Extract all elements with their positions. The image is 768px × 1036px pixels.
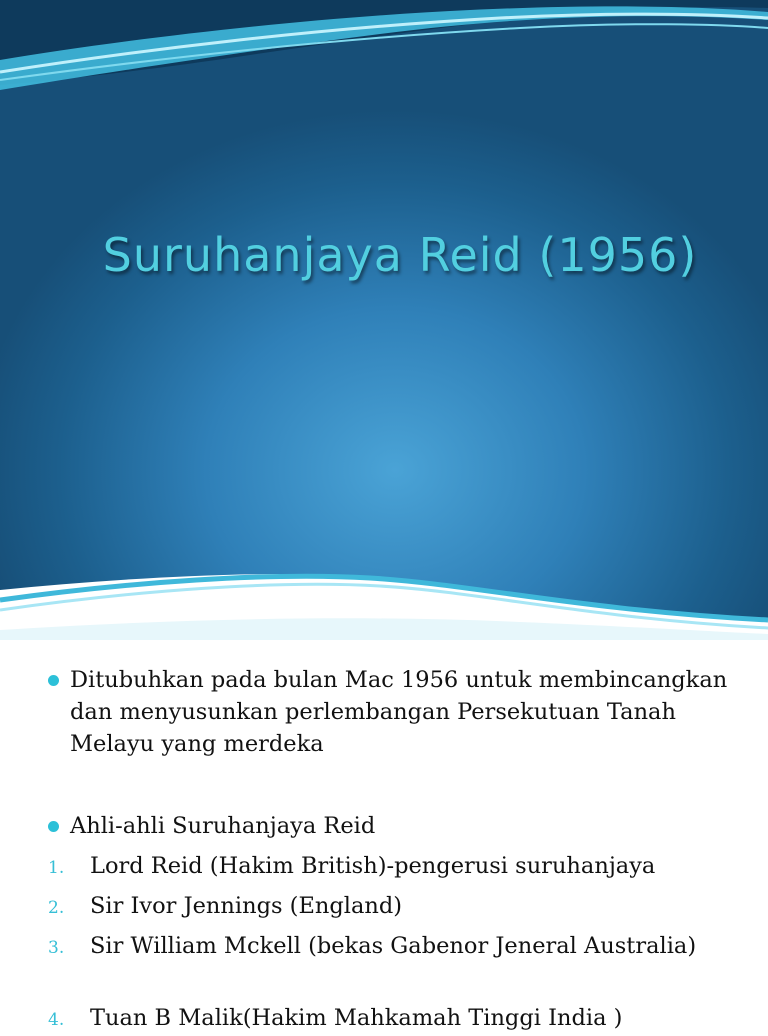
top-wave-decoration <box>0 0 768 100</box>
member-text: Tuan B Malik(Hakim Mahkamah Tinggi India ) <box>90 1005 623 1031</box>
list-number: 2. <box>48 898 65 918</box>
member-list-item <box>48 850 738 882</box>
list-number: 4. <box>48 1010 65 1030</box>
bullet-text: Ditubuhkan pada bulan Mac 1956 untuk membincangkan dan menyusunkan perlembangan Persekutuan Tanah Melayu yang merdeka <box>70 667 728 757</box>
bullet-item <box>48 810 738 842</box>
bottom-wave-decoration <box>0 560 768 640</box>
content-slide <box>0 640 768 1031</box>
member-list-item <box>48 930 738 962</box>
member-list-item <box>48 1002 738 1034</box>
bullet-item <box>48 664 738 760</box>
member-text: Sir Ivor Jennings (England) <box>90 893 403 919</box>
bullet-text: Ahli-ahli Suruhanjaya Reid <box>70 813 376 839</box>
slide-title: Suruhanjaya Reid (1956) <box>102 228 698 282</box>
list-number: 3. <box>48 938 65 958</box>
bullet-dot-icon <box>48 675 59 686</box>
list-number: 1. <box>48 858 65 878</box>
member-text: Lord Reid (Hakim British)-pengerusi suruhanjaya <box>90 853 656 879</box>
member-text: Sir William Mckell (bekas Gabenor Jeneral Australia) <box>90 933 697 959</box>
bullet-dot-icon <box>48 821 59 832</box>
member-list-item <box>48 890 738 922</box>
